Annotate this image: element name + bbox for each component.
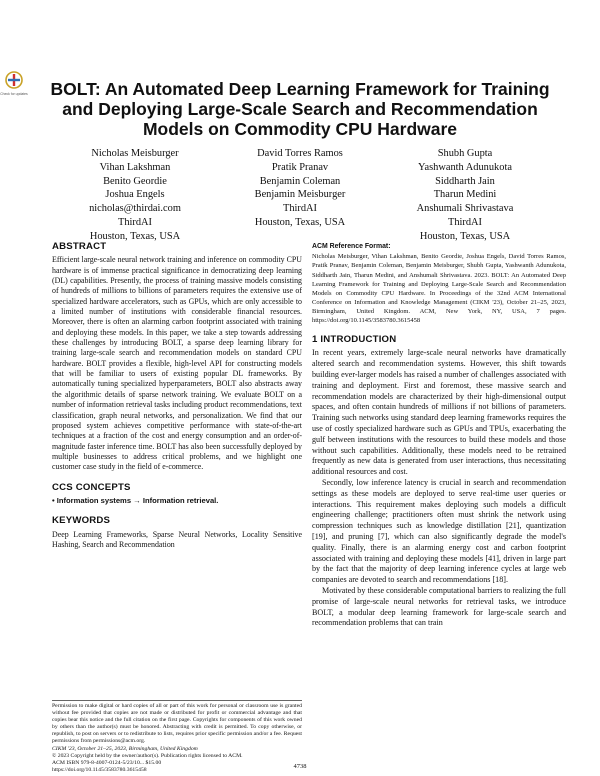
venue-text: CIKM '23, October 21–25, 2023, Birmingham, United Kingdom	[52, 745, 198, 752]
badge-label: Check for updates	[0, 92, 28, 96]
isbn-text: ACM ISBN 979-8-4007-0124-5/23/10... $15.00	[52, 759, 162, 766]
ccs-text: • Information systems → Information retrieval.	[52, 495, 219, 505]
author-column-1: Nicholas Meisburger Vihan Lakshman Benito Geordie Joshua Engels nicholas@thirdai.com ThirdAI Houston, Texas, USA	[60, 147, 210, 244]
footnote-rule	[52, 700, 302, 701]
abstract-heading: ABSTRACT	[52, 241, 107, 252]
permission-text: Permission to make digital or hard copies of all or part of this work for personal or classroom use is granted without fee provided that copies are not made or distributed for profit or commercial advantage and that copies bear this notice and the full citation on the first page. Copyrights for components of this work owned by others than the author(s) must be honored. Abstracting with credit is permitted. To copy otherwise, or republish, to post on servers or to redistribute to lists, requires prior specific permission and/or a fee. Request permissions from permissions@acm.org.	[52, 703, 302, 745]
doi-link[interactable]: https://doi.org/10.1145/3583780.3615458	[52, 766, 147, 773]
keywords-text: Deep Learning Frameworks, Sparse Neural Networks, Locality Sensitive Hashing, Search and Recommendation	[52, 529, 302, 549]
keywords-heading: KEYWORDS	[52, 515, 111, 527]
left-column	[52, 242, 302, 550]
paper-title: BOLT: An Automated Deep Learning Framework for Training and Deploying Large-Scale Search and Recommendation Models on Commodity CPU Hardware	[50, 79, 550, 139]
author-column-3: Shubh Gupta Yashwanth Adunukota Siddharth Jain Tharun Medini Anshumali Shrivastava ThirdAI Houston, Texas, USA	[416, 148, 514, 242]
intro-paragraph-3: Motivated by these considerable computational barriers to realizing the full promise of large-scale neural networks for retrieval tasks, we introduce BOLT, a modular deep learning framework for large-scale search and recommendation problems that can train	[312, 585, 566, 628]
ref-format-heading: ACM Reference Format:	[312, 243, 391, 250]
intro-paragraph-2: Secondly, low inference latency is crucial in search and recommendation settings as these models are deployed to serve real-time user queries or interactions. This requirement makes deploying such models a difficult engineering challenge; practitioners often must shrink the network using compression techniques such as knowledge distillation [21], quantization [19], and pruning [7], which can also significantly degrade the model's quality. Finally, there is an alarming energy cost and carbon footprint associated with training and deploying these models [41], driven in large part by the fact that the majority of deep learning inference cycles at large web companies are devoted to search and recommendations [18].	[312, 478, 566, 585]
copyright-text: © 2023 Copyright held by the owner/author(s). Publication rights licensed to ACM.	[52, 752, 243, 759]
check-for-updates-badge[interactable]	[0, 70, 28, 98]
ref-format-text: Nicholas Meisburger, Vihan Lakshman, Benito Geordie, Joshua Engels, David Torres Ramos, Pratik Pranav, Benjamin Coleman, Benjamin Meisburger, Shubh Gupta, Yashwanth Adunukota, Siddharth Jain, Tharun Medini, and Anshumali Shrivastava. 2023. BOLT: An Automated Deep Learning Framework for Training and Deploying Large-Scale Search and Recommendation Models on Commodity CPU Hardware. In Proceedings of the 32nd ACM International Conference on Information and Knowledge Management (CIKM '23), October 21–25, 2023, Birmingham, United Kingdom. ACM, New York, NY, USA, 7 pages. https://doi.org/10.1145/3583780.3615458	[312, 253, 566, 324]
author-column-2: David Torres Ramos Pratik Pranav Benjamin Coleman Benjamin Meisburger ThirdAI Houston, Texas, USA	[254, 148, 346, 228]
right-column	[312, 242, 566, 629]
ccs-heading: CCS CONCEPTS	[52, 481, 131, 493]
intro-paragraph-1: In recent years, extremely large-scale neural networks have dramatically altered search and recommendation systems. However, this shift towards building ever-larger models has raised a number of challenges associated with training and deployment. First and foremost, these massive search and recommendation models are characterized by their high-dimensional output spaces, and often contain hundreds of millions if not billions of parameters. Training such networks using standard deep learning frameworks requires the use of costly specialized hardware such as GPUs and TPUs, exacerbating the gulf between institutions with the resources to build these models and those without such capabilities. Additionally, these models need to be retrained frequently as new data is generated from user interactions, thus necessitating additional resources and cost.	[312, 348, 566, 477]
author-email: nicholas@thirdai.com	[89, 203, 181, 215]
abstract-text: Efficient large-scale neural network training and inference on commodity CPU hardware is of immense practical significance in democratizing deep learning (DL) capabilities. Presently, the process of training massive models consisting of hundreds of millions to billions of parameters requires the extensive use of specialized hardware accelerators, such as GPUs, which are only accessible to a limited number of institutions with considerable financial resources. Moreover, there is often an alarming carbon footprint associated with training and deploying these models. In this paper, we take a step towards addressing these challenges by introducing BOLT, a sparse deep learning library for training large-scale search and recommendation models on standard CPU hardware. BOLT provides a flexible, high-level API for constructing models that will be familiar to users of existing popular DL frameworks. By automatically tuning specialized hyperparameters, BOLT also abstracts away the algorithmic details of sparse network training. We evaluate BOLT on a number of information retrieval tasks including product recommendations, text classification, graph neural networks, and personalization. We find that our proposed system achieves competitive performance with state-of-the-art techniques at a fraction of the cost and energy consumption and an order-of-magnitude faster inference time. BOLT has also been successfully deployed by multiple businesses to address critical problems, and we highlight one customer case study in the field of e-commerce.	[52, 255, 302, 472]
page-number: 4738	[293, 763, 307, 770]
intro-heading: 1 INTRODUCTION	[312, 334, 397, 346]
